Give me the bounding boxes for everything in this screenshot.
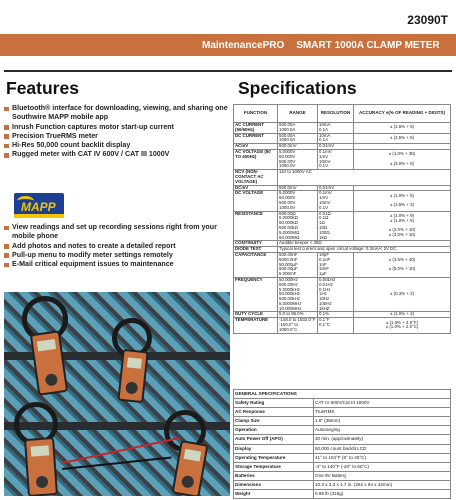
general-spec-key: Storage Temperature bbox=[234, 462, 314, 471]
general-spec-key: Operating Temperature bbox=[234, 453, 314, 462]
spec-accuracy: ± (1.0% + 30) ± (3.0% + 8) bbox=[354, 149, 451, 169]
general-spec-value: 10.3 x 3.3 x 1.7 in. (262 x 84 x 42mm) bbox=[314, 480, 451, 489]
spec-row bbox=[234, 277, 451, 312]
spec-row bbox=[234, 191, 451, 211]
spec-resolution: 0.01mV bbox=[318, 185, 354, 191]
general-spec-key: AC Response bbox=[234, 408, 314, 417]
general-spec-row bbox=[234, 408, 451, 417]
meter-screen bbox=[37, 339, 56, 351]
general-spec-key: Batteries bbox=[234, 471, 314, 480]
mapp-logo bbox=[14, 193, 64, 218]
logo-text: MAPP bbox=[21, 200, 56, 214]
spec-range: Typical test current and open circuit voltage: 0.3mA/< 2V DC bbox=[278, 247, 451, 253]
spec-resolution: 0.01Ω 0.1Ω 1Ω 10Ω 100Ω 1kΩ bbox=[318, 211, 354, 241]
spec-range: 500.00A 1000.0A bbox=[278, 133, 318, 144]
app-feature-item: Add photos and notes to create a detailed report bbox=[2, 242, 230, 251]
general-spec-row bbox=[234, 417, 451, 426]
general-spec-key: Auto Power Off (APO) bbox=[234, 435, 314, 444]
general-spec-key: Clamp Size bbox=[234, 417, 314, 426]
meter-dial bbox=[125, 381, 138, 394]
spec-function: FREQUENCY bbox=[234, 277, 278, 312]
product-photo bbox=[4, 292, 230, 496]
general-spec-value: One 9V Battery bbox=[314, 471, 451, 480]
col-accuracy: ACCURACY ±(% OF READING + DIGITS) bbox=[354, 105, 451, 123]
general-spec-value: 1.5" (38mm) bbox=[314, 417, 451, 426]
general-spec-row bbox=[234, 490, 451, 499]
meter-screen bbox=[127, 357, 142, 368]
spec-function: NCV (NON-CONTACT AC VOLTAGE) bbox=[234, 170, 278, 185]
app-feature-item: E-Mail critical equipment issues to maintenance bbox=[2, 260, 230, 269]
general-spec-key: Dimensions bbox=[234, 480, 314, 489]
spec-range: 5.0 to 95.0% bbox=[278, 312, 318, 318]
meter-dial bbox=[36, 476, 49, 489]
spec-resolution: 0.001Hz 0.01Hz 0.1Hz 1Hz 10Hz 100Hz 1kHZ bbox=[318, 277, 354, 312]
general-spec-key: Display bbox=[234, 444, 314, 453]
spec-function: ACmV bbox=[234, 144, 278, 150]
spec-accuracy: ± (1.0% + 5) ± (1.5% + 3) bbox=[354, 191, 451, 211]
general-spec-value: 0.69 lb (315g) bbox=[314, 490, 451, 499]
spec-function: AC CURRENT (50/60Hz) bbox=[234, 123, 278, 134]
spec-function: DIODE TEST bbox=[234, 247, 278, 253]
general-spec-value: 30 min. (approximately) bbox=[314, 435, 451, 444]
general-spec-row bbox=[234, 471, 451, 480]
general-spec-row bbox=[234, 444, 451, 453]
spec-function: AC VOLTAGE (50 TO 400Hz) bbox=[234, 149, 278, 169]
general-spec-value: -4° to 140°F (-20° to 60°C) bbox=[314, 462, 451, 471]
logo-bar bbox=[14, 214, 64, 218]
spec-function: CONTINUITY bbox=[234, 241, 278, 247]
general-spec-row bbox=[234, 480, 451, 489]
spec-function: CAPACITANCE bbox=[234, 252, 278, 277]
spec-range: 500.00Ω 5.0000kΩ 50.000kΩ 500.00kΩ 5.0000MΩ 50.000MΩ bbox=[278, 211, 318, 241]
general-spec-value: 50,000 count backlit LCD bbox=[314, 444, 451, 453]
spec-row bbox=[234, 252, 451, 277]
feature-item: Rugged meter with CAT IV 600V / CAT III 1000V bbox=[2, 150, 230, 159]
feature-item: Bluetooth® interface for downloading, viewing, and sharing one Southwire MAPP mobile app bbox=[2, 104, 230, 123]
specifications-heading: Specifications bbox=[238, 78, 357, 98]
spec-range: 500.0mV bbox=[278, 144, 318, 150]
spec-accuracy: ± (2.5% + 5) bbox=[354, 123, 451, 134]
spec-table bbox=[233, 104, 451, 334]
general-spec-value: 41° to 104°F (5° to 40°C) bbox=[314, 453, 451, 462]
spec-accuracy: ± (1.0% + 4.5°F) ± (1.0% + 2.5°C) bbox=[354, 318, 451, 333]
col-function: FUNCTION bbox=[234, 105, 278, 123]
general-spec-row bbox=[234, 399, 451, 408]
spec-accuracy: ± (3.5% + 40) ± (5.0% + 10) bbox=[354, 252, 451, 277]
spec-resolution: 0.1mV 1mV 10mV 0.1V bbox=[318, 191, 354, 211]
general-spec-heading: GENERAL SPECIFICATIONS bbox=[234, 390, 451, 399]
spec-function: TEMPERATURE bbox=[234, 318, 278, 333]
clamp-meter bbox=[24, 437, 58, 496]
spec-function: RESISTANCE bbox=[234, 211, 278, 241]
model-number: 23090T bbox=[407, 13, 448, 27]
spec-row bbox=[234, 211, 451, 241]
spec-range: 500.0mV bbox=[278, 185, 318, 191]
spec-range: 50.000Hz 500.00Hz 5.0000kHz 50.000kHz 500.00kHz 5.0000MHz 10.000MHz bbox=[278, 277, 318, 312]
spec-resolution: 0.01mV bbox=[318, 144, 354, 150]
general-spec-row bbox=[234, 453, 451, 462]
spec-row bbox=[234, 133, 451, 144]
general-spec-row bbox=[234, 426, 451, 435]
meter-screen bbox=[31, 445, 50, 456]
spec-resolution: 10mA 0.1A bbox=[318, 133, 354, 144]
spec-range: Audible beeper < 35Ω bbox=[278, 241, 451, 247]
spec-resolution: 10mA 0.1A bbox=[318, 123, 354, 134]
spec-accuracy: ± (2.5% + 5) bbox=[354, 133, 451, 144]
spec-resolution: 10pF 0.1nF 1nF 10nF 1µF bbox=[318, 252, 354, 277]
features-heading: Features bbox=[6, 78, 79, 98]
general-spec-value: Autoranging bbox=[314, 426, 451, 435]
general-spec-value: TrueRMS bbox=[314, 408, 451, 417]
spec-function: DUTY CYCLE bbox=[234, 312, 278, 318]
title-banner bbox=[0, 34, 456, 56]
spec-accuracy: ± (0.3% + 2) bbox=[354, 277, 451, 312]
general-spec-value: CAT IV 600V/Cat III 1000V bbox=[314, 399, 451, 408]
meter-screen bbox=[184, 449, 201, 462]
feature-item: Inrush Function captures motor start-up current bbox=[2, 123, 230, 132]
spec-range: -148.0 to 1832.0°F -100.0° to 1000.0°C bbox=[278, 318, 318, 333]
spec-resolution: 0.1% bbox=[318, 312, 354, 318]
features-rule bbox=[4, 70, 452, 72]
spec-function: DC VOLTAGE bbox=[234, 191, 278, 211]
spec-resolution: 0.1mV 1mV 10mV 0.1V bbox=[318, 149, 354, 169]
meter-dial bbox=[45, 373, 59, 387]
spec-function: DCmV bbox=[234, 185, 278, 191]
spec-range: 500.00A 1000.0A bbox=[278, 123, 318, 134]
general-spec-key: Safety Rating bbox=[234, 399, 314, 408]
app-feature-item: Pull-up menu to modify meter settings remotely bbox=[2, 251, 230, 260]
general-spec-key: Weight bbox=[234, 490, 314, 499]
feature-item: Hi-Res 50,000 count backlit display bbox=[2, 141, 230, 150]
col-range: RANGE bbox=[278, 105, 318, 123]
app-feature-item: View readings and set up recording sessions right from your mobile phone bbox=[2, 223, 230, 242]
general-spec-row bbox=[234, 462, 451, 471]
spec-accuracy: ± (1.0% + 9) ± (1.0% + 5) ± (2.0% + 10) ± (3.0% + 10) bbox=[354, 211, 451, 241]
spec-row bbox=[234, 170, 451, 185]
clamp-meter bbox=[117, 349, 148, 403]
general-spec-key: Operation bbox=[234, 426, 314, 435]
spec-range: 110 to 1000V AC bbox=[278, 170, 451, 185]
app-feature-list bbox=[2, 223, 230, 269]
spec-range: 500.00nF 5000.0nF 50.000µF 500.00µF 5.000mF bbox=[278, 252, 318, 277]
spec-row bbox=[234, 318, 451, 333]
spec-range: 5.0000V 50.000V 500.00V 1000.0V bbox=[278, 149, 318, 169]
general-spec-row bbox=[234, 435, 451, 444]
feature-item: Precision TrueRMS meter bbox=[2, 132, 230, 141]
feature-list bbox=[2, 104, 230, 160]
spec-resolution: 0.1°F 0.1°C bbox=[318, 318, 354, 333]
meter-dial bbox=[181, 475, 195, 489]
general-spec-table bbox=[233, 389, 451, 499]
spec-row bbox=[234, 123, 451, 134]
product-name: SMART 1000A CLAMP METER bbox=[296, 39, 440, 51]
col-resolution: RESOLUTION bbox=[318, 105, 354, 123]
brand-name: MaintenancePRO bbox=[202, 39, 285, 51]
spec-accuracy: ± (1.0% + 2) bbox=[354, 312, 451, 318]
spec-function: DC CURRENT bbox=[234, 133, 278, 144]
spec-range: 5.0000V 50.000V 500.00V 1000.0V bbox=[278, 191, 318, 211]
spec-row bbox=[234, 149, 451, 169]
